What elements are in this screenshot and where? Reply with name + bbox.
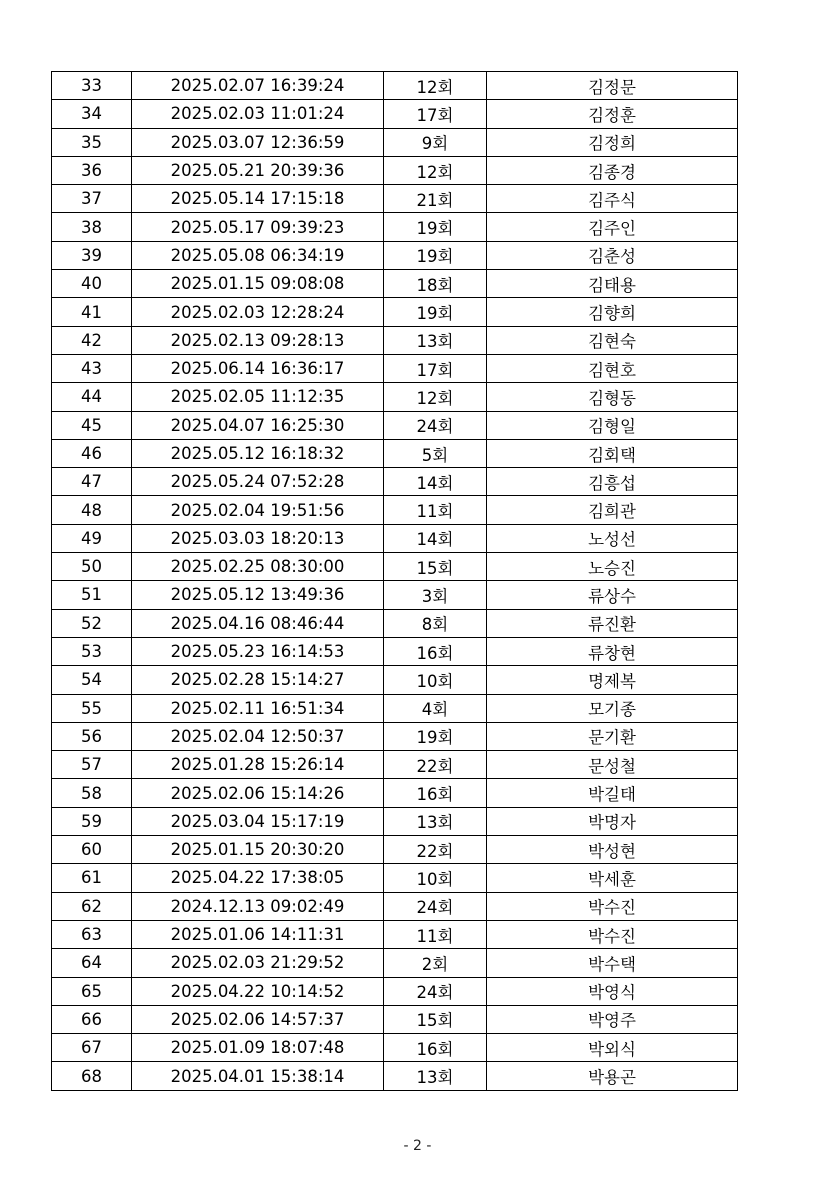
table-row <box>52 779 738 807</box>
row-number: 59 <box>52 807 132 835</box>
table-row <box>52 354 738 382</box>
row-number: 43 <box>52 354 132 382</box>
table-row <box>52 892 738 920</box>
row-name: 노성선 <box>487 524 738 552</box>
table-row <box>52 751 738 779</box>
row-datetime: 2025.01.09 18:07:48 <box>132 1034 384 1062</box>
row-count: 24회 <box>384 411 487 439</box>
table-row <box>52 383 738 411</box>
row-datetime: 2025.05.17 09:39:23 <box>132 213 384 241</box>
row-number: 52 <box>52 609 132 637</box>
row-number: 57 <box>52 751 132 779</box>
table-row <box>52 213 738 241</box>
row-datetime: 2025.05.14 17:15:18 <box>132 185 384 213</box>
row-name: 박외식 <box>487 1034 738 1062</box>
row-count: 2회 <box>384 949 487 977</box>
row-datetime: 2025.05.24 07:52:28 <box>132 468 384 496</box>
row-datetime: 2025.03.03 18:20:13 <box>132 524 384 552</box>
row-count: 15회 <box>384 553 487 581</box>
row-datetime: 2025.03.04 15:17:19 <box>132 807 384 835</box>
row-name: 박수진 <box>487 892 738 920</box>
table-row <box>52 609 738 637</box>
row-datetime: 2025.05.08 06:34:19 <box>132 241 384 269</box>
row-count: 12회 <box>384 383 487 411</box>
table-row <box>52 100 738 128</box>
row-name: 김향희 <box>487 298 738 326</box>
row-number: 42 <box>52 326 132 354</box>
row-datetime: 2025.03.07 12:36:59 <box>132 128 384 156</box>
row-number: 50 <box>52 553 132 581</box>
row-datetime: 2025.02.03 21:29:52 <box>132 949 384 977</box>
table-row <box>52 524 738 552</box>
row-number: 48 <box>52 496 132 524</box>
row-name: 김형동 <box>487 383 738 411</box>
row-count: 12회 <box>384 156 487 184</box>
row-number: 36 <box>52 156 132 184</box>
row-number: 47 <box>52 468 132 496</box>
row-count: 22회 <box>384 751 487 779</box>
row-name: 김현호 <box>487 354 738 382</box>
row-count: 9회 <box>384 128 487 156</box>
row-name: 김정희 <box>487 128 738 156</box>
row-count: 16회 <box>384 637 487 665</box>
row-datetime: 2025.04.22 17:38:05 <box>132 864 384 892</box>
table-row <box>52 807 738 835</box>
row-name: 박용곤 <box>487 1062 738 1090</box>
table-row <box>52 185 738 213</box>
row-number: 45 <box>52 411 132 439</box>
row-name: 김주인 <box>487 213 738 241</box>
table-row <box>52 241 738 269</box>
row-datetime: 2025.02.05 11:12:35 <box>132 383 384 411</box>
row-datetime: 2025.01.15 09:08:08 <box>132 270 384 298</box>
row-number: 56 <box>52 722 132 750</box>
row-count: 18회 <box>384 270 487 298</box>
row-datetime: 2025.01.15 20:30:20 <box>132 836 384 864</box>
row-name: 박수택 <box>487 949 738 977</box>
row-datetime: 2025.06.14 16:36:17 <box>132 354 384 382</box>
row-number: 62 <box>52 892 132 920</box>
table-row <box>52 637 738 665</box>
row-number: 58 <box>52 779 132 807</box>
row-count: 17회 <box>384 354 487 382</box>
table-row <box>52 864 738 892</box>
table-row <box>52 977 738 1005</box>
row-name: 노승진 <box>487 553 738 581</box>
row-count: 3회 <box>384 581 487 609</box>
table-row <box>52 468 738 496</box>
row-number: 55 <box>52 694 132 722</box>
row-datetime: 2024.12.13 09:02:49 <box>132 892 384 920</box>
row-datetime: 2025.05.12 13:49:36 <box>132 581 384 609</box>
participant-table <box>51 71 738 1091</box>
row-datetime: 2025.05.21 20:39:36 <box>132 156 384 184</box>
row-number: 41 <box>52 298 132 326</box>
row-datetime: 2025.04.07 16:25:30 <box>132 411 384 439</box>
row-number: 40 <box>52 270 132 298</box>
row-name: 박성현 <box>487 836 738 864</box>
row-name: 박명자 <box>487 807 738 835</box>
row-datetime: 2025.02.03 12:28:24 <box>132 298 384 326</box>
row-number: 37 <box>52 185 132 213</box>
row-datetime: 2025.02.13 09:28:13 <box>132 326 384 354</box>
row-count: 8회 <box>384 609 487 637</box>
row-name: 김태용 <box>487 270 738 298</box>
row-number: 39 <box>52 241 132 269</box>
row-number: 33 <box>52 72 132 100</box>
row-name: 류창현 <box>487 637 738 665</box>
row-number: 60 <box>52 836 132 864</box>
table-row <box>52 1034 738 1062</box>
row-datetime: 2025.02.25 08:30:00 <box>132 553 384 581</box>
row-name: 명제복 <box>487 666 738 694</box>
row-count: 19회 <box>384 213 487 241</box>
row-name: 김춘성 <box>487 241 738 269</box>
row-number: 44 <box>52 383 132 411</box>
row-count: 12회 <box>384 72 487 100</box>
page-number: - 2 - <box>403 1138 432 1154</box>
row-count: 4회 <box>384 694 487 722</box>
row-datetime: 2025.02.06 15:14:26 <box>132 779 384 807</box>
row-name: 김희관 <box>487 496 738 524</box>
table-row <box>52 496 738 524</box>
row-datetime: 2025.02.07 16:39:24 <box>132 72 384 100</box>
row-name: 박영식 <box>487 977 738 1005</box>
table-row <box>52 553 738 581</box>
row-number: 51 <box>52 581 132 609</box>
table-row <box>52 1062 738 1090</box>
row-count: 19회 <box>384 241 487 269</box>
row-datetime: 2025.02.28 15:14:27 <box>132 666 384 694</box>
row-name: 류진환 <box>487 609 738 637</box>
row-datetime: 2025.04.01 15:38:14 <box>132 1062 384 1090</box>
table-row <box>52 949 738 977</box>
row-count: 21회 <box>384 185 487 213</box>
row-name: 박영주 <box>487 1005 738 1033</box>
row-number: 54 <box>52 666 132 694</box>
table-body <box>52 72 738 1091</box>
table-row <box>52 439 738 467</box>
row-datetime: 2025.02.04 12:50:37 <box>132 722 384 750</box>
row-name: 김형일 <box>487 411 738 439</box>
row-count: 11회 <box>384 920 487 948</box>
row-datetime: 2025.05.23 16:14:53 <box>132 637 384 665</box>
row-name: 박세훈 <box>487 864 738 892</box>
row-count: 10회 <box>384 666 487 694</box>
row-number: 61 <box>52 864 132 892</box>
row-name: 모기종 <box>487 694 738 722</box>
row-count: 19회 <box>384 298 487 326</box>
table-row <box>52 156 738 184</box>
row-number: 49 <box>52 524 132 552</box>
row-datetime: 2025.02.06 14:57:37 <box>132 1005 384 1033</box>
row-number: 68 <box>52 1062 132 1090</box>
row-count: 13회 <box>384 807 487 835</box>
row-number: 66 <box>52 1005 132 1033</box>
row-number: 38 <box>52 213 132 241</box>
row-name: 김흥섭 <box>487 468 738 496</box>
table-row <box>52 1005 738 1033</box>
table-row <box>52 298 738 326</box>
row-number: 63 <box>52 920 132 948</box>
table-row <box>52 666 738 694</box>
row-name: 김회택 <box>487 439 738 467</box>
row-count: 17회 <box>384 100 487 128</box>
row-name: 박수진 <box>487 920 738 948</box>
table-row <box>52 128 738 156</box>
row-count: 24회 <box>384 977 487 1005</box>
row-count: 13회 <box>384 1062 487 1090</box>
table-row <box>52 920 738 948</box>
row-count: 13회 <box>384 326 487 354</box>
row-count: 16회 <box>384 779 487 807</box>
table-row <box>52 270 738 298</box>
row-count: 24회 <box>384 892 487 920</box>
row-name: 박길태 <box>487 779 738 807</box>
table-row <box>52 581 738 609</box>
row-datetime: 2025.02.03 11:01:24 <box>132 100 384 128</box>
row-datetime: 2025.01.28 15:26:14 <box>132 751 384 779</box>
row-number: 46 <box>52 439 132 467</box>
table-row <box>52 326 738 354</box>
row-datetime: 2025.04.22 10:14:52 <box>132 977 384 1005</box>
row-name: 문기환 <box>487 722 738 750</box>
table-row <box>52 836 738 864</box>
row-datetime: 2025.01.06 14:11:31 <box>132 920 384 948</box>
row-number: 53 <box>52 637 132 665</box>
row-datetime: 2025.05.12 16:18:32 <box>132 439 384 467</box>
row-number: 65 <box>52 977 132 1005</box>
row-datetime: 2025.02.11 16:51:34 <box>132 694 384 722</box>
row-datetime: 2025.04.16 08:46:44 <box>132 609 384 637</box>
row-count: 11회 <box>384 496 487 524</box>
table-row <box>52 722 738 750</box>
table-row <box>52 694 738 722</box>
row-name: 김현숙 <box>487 326 738 354</box>
row-count: 14회 <box>384 524 487 552</box>
row-count: 14회 <box>384 468 487 496</box>
row-datetime: 2025.02.04 19:51:56 <box>132 496 384 524</box>
row-name: 김정문 <box>487 72 738 100</box>
row-count: 22회 <box>384 836 487 864</box>
row-count: 5회 <box>384 439 487 467</box>
row-number: 64 <box>52 949 132 977</box>
row-count: 15회 <box>384 1005 487 1033</box>
row-name: 문성철 <box>487 751 738 779</box>
row-count: 16회 <box>384 1034 487 1062</box>
table-row <box>52 411 738 439</box>
row-number: 34 <box>52 100 132 128</box>
row-name: 김정훈 <box>487 100 738 128</box>
row-name: 김주식 <box>487 185 738 213</box>
row-name: 김종경 <box>487 156 738 184</box>
row-number: 35 <box>52 128 132 156</box>
row-number: 67 <box>52 1034 132 1062</box>
row-count: 19회 <box>384 722 487 750</box>
row-count: 10회 <box>384 864 487 892</box>
table-row <box>52 72 738 100</box>
row-name: 류상수 <box>487 581 738 609</box>
